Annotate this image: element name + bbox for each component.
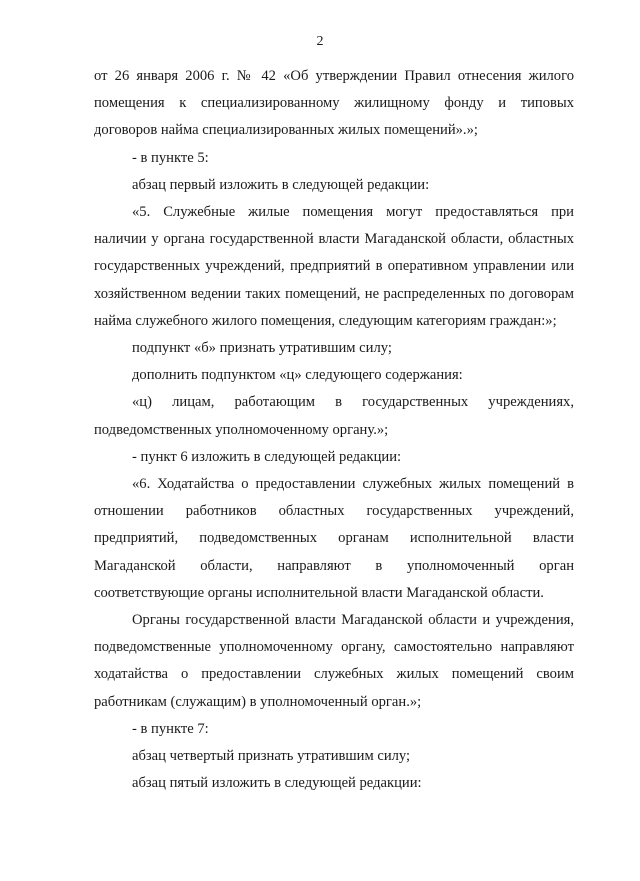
page-number: 2 [316,34,324,49]
paragraph-subitem-ts-text: «ц) лицам, работающим в государственных учреждениях, подведомственных уполномоченному органу.»; [94,394,574,438]
paragraph-item5-heading: - в пункте 5: [132,149,209,166]
paragraph-item5-text: «5. Служебные жилые помещения могут предоставляться при наличии у органа государственной власти Магаданской области, областных государственных учреждений, предприятий в оперативном управлении или хозяйственном ведении таких помещений, не распределенных по договорам найма служебного жилого помещения, следующим категориям граждан:»; [94,204,574,329]
paragraph-item5-instruction: абзац первый изложить в следующей редакции: [132,176,430,193]
paragraph-subitem-b: подпункт «б» признать утратившим силу; [132,340,392,357]
paragraph-item7-para5: абзац пятый изложить в следующей редакции: [132,775,422,792]
paragraph-item6-text-2: Органы государственной власти Магаданской области и учреждения, подведомственные уполномоченному органу, самостоятельно направляют ходатайства о предоставлении служебных жилых помещений своим работникам (служащим) в уполномоченный орган.»; [94,612,574,710]
paragraph-item6-heading: - пункт 6 изложить в следующей редакции: [132,448,402,465]
document-body [94,63,574,797]
paragraph-item7-para4: абзац четвертый признать утратившим силу; [132,748,411,765]
paragraph-item6-text: «6. Ходатайства о предоставлении служебных жилых помещений в отношении работников областных государственных учреждений, предприятий, подведомственных органам исполнительной власти Магаданской области, направляют в уполномоченный орган соответствующие органы исполнительной власти Магаданской области. [94,476,574,601]
paragraph-item7-heading: - в пункте 7: [132,720,209,737]
paragraph-add-subitem-ts: дополнить подпунктом «ц» следующего содержания: [132,367,463,384]
paragraph-intro: от 26 января 2006 г. № 42 «Об утверждении Правил отнесения жилого помещения к специализированному жилищному фонду и типовых договоров найма специализированных жилых помещений».»; [94,68,574,139]
